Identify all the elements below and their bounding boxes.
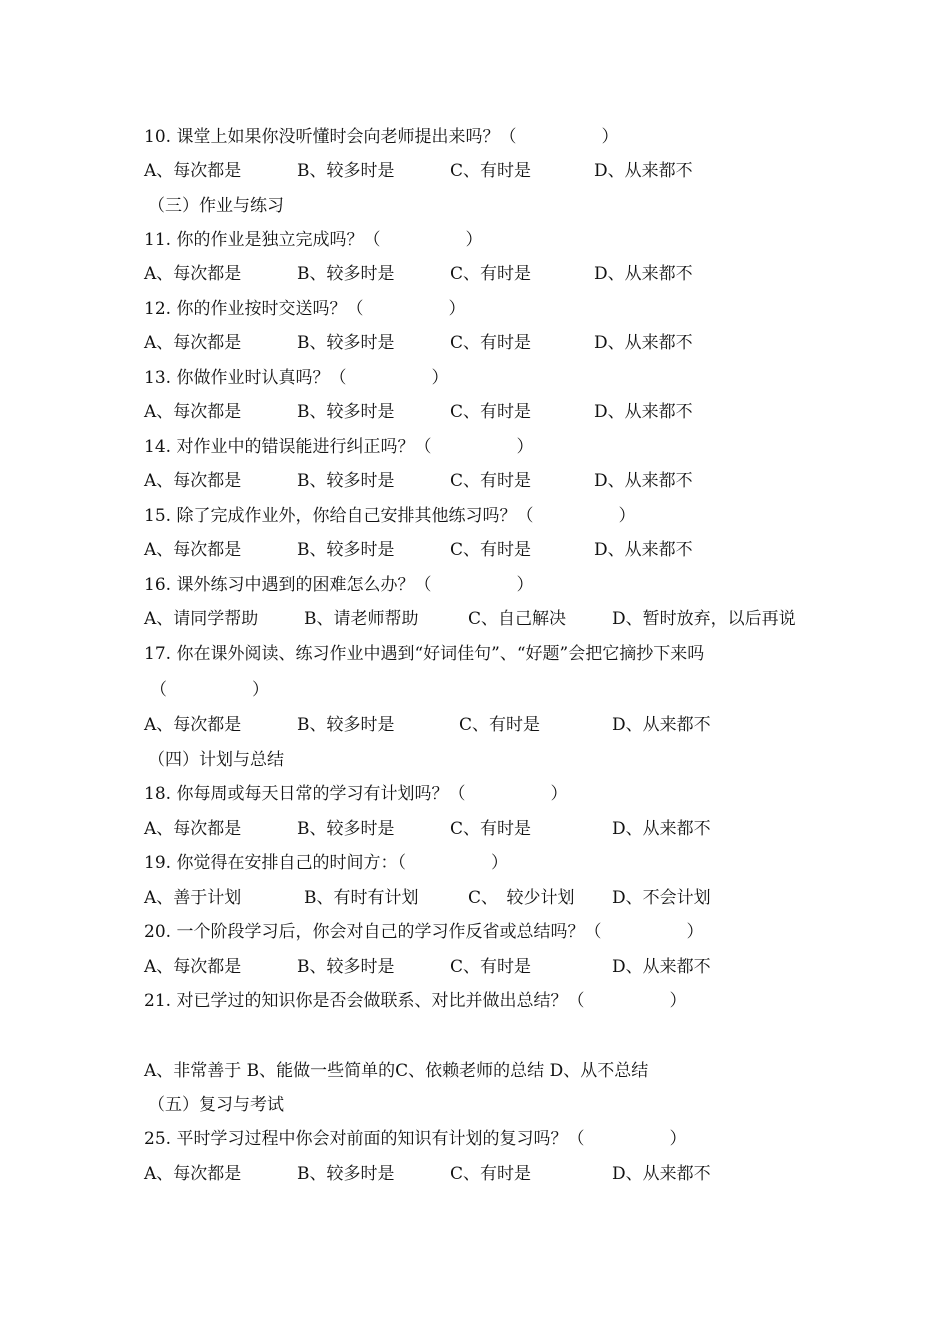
option-b: B、较多时是 [297, 715, 395, 735]
option-d: D、从来都不 [594, 402, 693, 422]
option-d: D、从来都不 [594, 264, 693, 284]
section-heading-4: （四）计划与总结 [148, 750, 284, 770]
option-c: C、有时是 [450, 264, 532, 284]
option-c: C、有时是 [450, 471, 532, 491]
option-a: A、每次都是 [144, 540, 242, 560]
option-d: D、从来都不 [594, 540, 693, 560]
section-heading-3: （三）作业与练习 [148, 196, 284, 216]
option-c: C、有时是 [450, 540, 532, 560]
option-b: B、有时有计划 [304, 888, 419, 908]
option-b: B、较多时是 [297, 540, 395, 560]
question-20: 20. 一个阶段学习后，你会对自己的学习作反省或总结吗？（ ） [144, 922, 704, 942]
option-d: D、从来都不 [612, 715, 711, 735]
option-c: C、自己解决 [468, 609, 567, 629]
option-a: A、每次都是 [144, 333, 242, 353]
question-13: 13. 你做作业时认真吗？（ ） [144, 368, 449, 388]
option-a: A、每次都是 [144, 957, 242, 977]
option-a: A、每次都是 [144, 819, 242, 839]
question-18: 18. 你每周或每天日常的学习有计划吗？（ ） [144, 784, 568, 804]
option-b: B、较多时是 [297, 1164, 395, 1184]
option-d: D、从来都不 [594, 471, 693, 491]
option-c: C、有时是 [450, 1164, 532, 1184]
question-17: 17. 你在课外阅读、练习作业中遇到“好词佳句”、“好题”会把它摘抄下来吗 [144, 644, 705, 664]
option-b: B、较多时是 [297, 471, 395, 491]
option-a: A、每次都是 [144, 264, 242, 284]
option-a: A、请同学帮助 [144, 609, 259, 629]
option-c: C、有时是 [450, 819, 532, 839]
question-10: 10. 课堂上如果你没听懂时会向老师提出来吗？（ ） [144, 127, 619, 147]
question-14: 14. 对作业中的错误能进行纠正吗？（ ） [144, 437, 534, 457]
option-b: B、较多时是 [297, 333, 395, 353]
question-12: 12. 你的作业按时交送吗？（ ） [144, 299, 466, 319]
option-a: A、每次都是 [144, 471, 242, 491]
option-a: A、每次都是 [144, 1164, 242, 1184]
option-a: A、善于计划 [144, 888, 242, 908]
option-d: D、暂时放弃，以后再说 [612, 609, 796, 629]
option-b: B、请老师帮助 [304, 609, 419, 629]
question-21: 21. 对已学过的知识你是否会做联系、对比并做出总结？（ ） [144, 991, 687, 1011]
option-d: D、从来都不 [612, 1164, 711, 1184]
option-b: B、较多时是 [297, 957, 395, 977]
option-c: C、有时是 [450, 333, 532, 353]
option-c: C、 较少计划 [468, 888, 575, 908]
option-d: D、从来都不 [594, 333, 693, 353]
option-c: C、有时是 [450, 161, 532, 181]
option-b: B、较多时是 [297, 264, 395, 284]
question-19: 19. 你觉得在安排自己的时间方：（ ） [144, 853, 508, 873]
option-c: C、有时是 [459, 715, 541, 735]
question-25: 25. 平时学习过程中你会对前面的知识有计划的复习吗？（ ） [144, 1129, 687, 1149]
option-a: A、每次都是 [144, 715, 242, 735]
option-d: D、从来都不 [612, 819, 711, 839]
question-15: 15. 除了完成作业外，你给自己安排其他练习吗？（ ） [144, 506, 636, 526]
options-line: A、非常善于 B、能做一些简单的C、依赖老师的总结 D、从不总结 [144, 1061, 649, 1081]
option-b: B、较多时是 [297, 161, 395, 181]
option-d: D、从来都不 [594, 161, 693, 181]
option-b: B、较多时是 [297, 402, 395, 422]
option-a: A、每次都是 [144, 402, 242, 422]
option-c: C、有时是 [450, 402, 532, 422]
option-d: D、不会计划 [612, 888, 711, 908]
option-b: B、较多时是 [297, 819, 395, 839]
question-16: 16. 课外练习中遇到的困难怎么办？（ ） [144, 575, 534, 595]
answer-blank: （ ） [150, 680, 269, 700]
option-a: A、每次都是 [144, 161, 242, 181]
option-c: C、有时是 [450, 957, 532, 977]
section-heading-5: （五）复习与考试 [148, 1095, 284, 1115]
option-d: D、从来都不 [612, 957, 711, 977]
question-11: 11. 你的作业是独立完成吗？（ ） [144, 230, 483, 250]
